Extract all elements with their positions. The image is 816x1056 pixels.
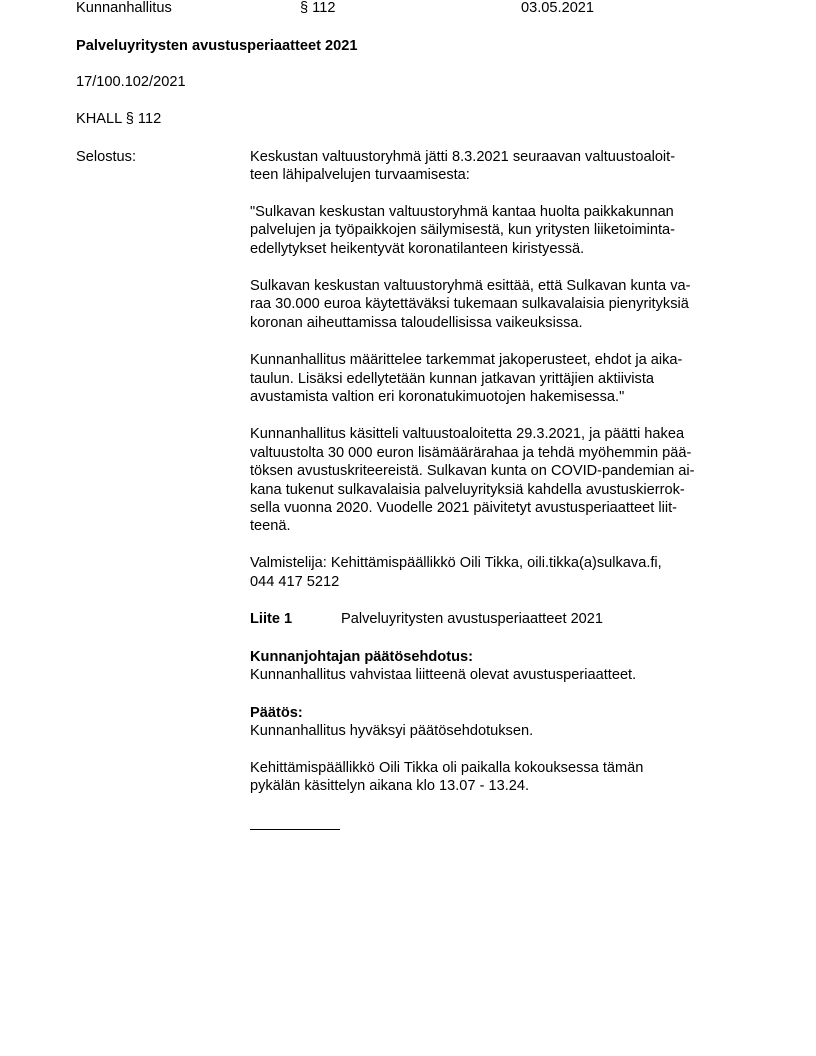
- paragraph-5-line-6: teenä.: [250, 518, 291, 534]
- decision-heading: Päätös:: [250, 705, 303, 721]
- paragraph-5-line-5: sella vuonna 2020. Vuodelle 2021 päivitetyt avustusperiaatteet liit-: [250, 500, 678, 516]
- selostus-label: Selostus:: [76, 149, 137, 165]
- header-date: 03.05.2021: [521, 0, 595, 16]
- header-body: Kunnanhallitus: [76, 0, 172, 16]
- paragraph-2-line-3: edellytykset heikentyvät koronatilanteen kiristyessä.: [250, 241, 585, 257]
- paragraph-5-line-1: Kunnanhallitus käsitteli valtuustoaloitetta 29.3.2021, ja päätti hakea: [250, 426, 685, 442]
- paragraph-5-line-4: kana tukenut sulkavalaisia palveluyrityksiä kahdella avustuskierrok-: [250, 482, 685, 498]
- paragraph-4-line-2: taulun. Lisäksi edellytetään kunnan jatkavan yrittäjien aktiivista: [250, 371, 654, 387]
- paragraph-5-line-2: valtuustolta 30 000 euron lisämäärärahaa ja tehdä myöhemmin pää-: [250, 445, 692, 461]
- signature-separator-line: [250, 829, 340, 830]
- khall-reference: KHALL § 112: [76, 111, 162, 127]
- paragraph-3-line-1: Sulkavan keskustan valtuustoryhmä esittää, että Sulkavan kunta va-: [250, 278, 691, 294]
- paragraph-4-line-3: avustamista valtion eri koronatukimuotojen hakemisessa.": [250, 389, 625, 405]
- preparer-line-1: Valmistelija: Kehittämispäällikkö Oili Tikka, oili.tikka(a)sulkava.fi,: [250, 555, 662, 571]
- paragraph-3-line-3: koronan aiheuttamissa taloudellisissa vaikeuksissa.: [250, 315, 583, 331]
- diary-number: 17/100.102/2021: [76, 74, 186, 90]
- paragraph-3-line-2: raa 30.000 euroa käytettäväksi tukemaan sulkavalaisia pienyrityksiä: [250, 296, 689, 312]
- preparer-line-2: 044 417 5212: [250, 574, 340, 590]
- paragraph-5-line-3: töksen avustuskriteereistä. Sulkavan kunta on COVID-pandemian ai-: [250, 463, 695, 479]
- paragraph-2-line-2: palvelujen ja työpaikkojen säilymisestä, kun yritysten liiketoiminta-: [250, 222, 676, 238]
- proposal-heading: Kunnanjohtajan päätösehdotus:: [250, 649, 473, 665]
- paragraph-1-line-1: Keskustan valtuustoryhmä jätti 8.3.2021 seuraavan valtuustoaloit-: [250, 149, 676, 165]
- note-line-1: Kehittämispäällikkö Oili Tikka oli paikalla kokouksessa tämän: [250, 760, 644, 776]
- attachment-title: Palveluyritysten avustusperiaatteet 2021: [341, 611, 604, 627]
- paragraph-2-line-1: "Sulkavan keskustan valtuustoryhmä kantaa huolta paikkakunnan: [250, 204, 674, 220]
- attachment-label: Liite 1: [250, 611, 293, 627]
- paragraph-4-line-1: Kunnanhallitus määrittelee tarkemmat jakoperusteet, ehdot ja aika-: [250, 352, 683, 368]
- decision-text: Kunnanhallitus hyväksyi päätösehdotuksen.: [250, 723, 534, 739]
- proposal-text: Kunnanhallitus vahvistaa liitteenä olevat avustusperiaatteet.: [250, 667, 637, 683]
- paragraph-1-line-2: teen lähipalvelujen turvaamisesta:: [250, 167, 470, 183]
- document-title: Palveluyritysten avustusperiaatteet 2021: [76, 38, 358, 54]
- header-section: § 112: [300, 0, 336, 16]
- note-line-2: pykälän käsittelyn aikana klo 13.07 - 13.24.: [250, 778, 530, 794]
